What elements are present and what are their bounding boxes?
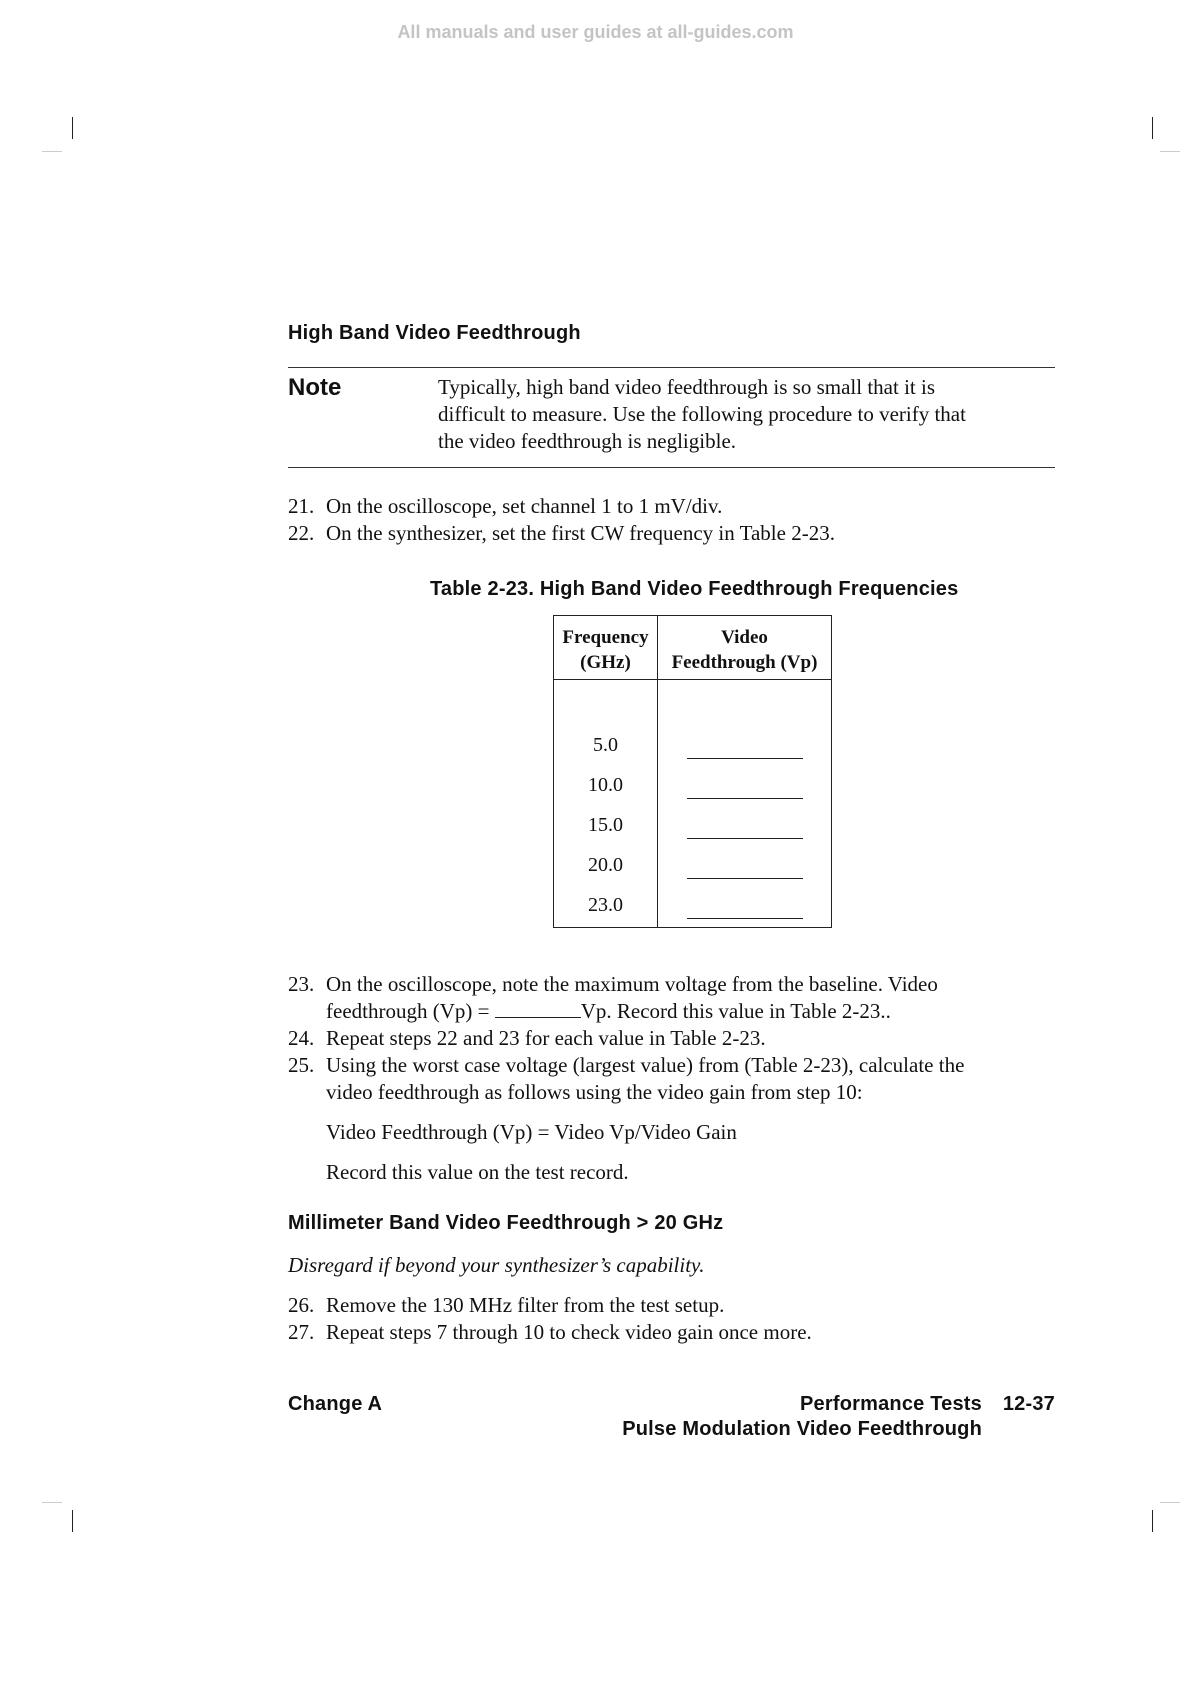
table-header-frequency [554, 616, 658, 680]
table-row-frequency: 15.0 [588, 814, 623, 836]
frequency-column [554, 680, 658, 928]
note-line: the video feedthrough is negligible. [438, 429, 737, 453]
record-instruction: Record this value on the test record. [326, 1160, 629, 1184]
table-row-frequency: 20.0 [588, 854, 623, 876]
footer-subtitle: Pulse Modulation Video Feedthrough [622, 1418, 982, 1440]
header-line: Feedthrough (Vp) [671, 652, 818, 673]
section-heading-millimeter-band: Millimeter Band Video Feedthrough > 20 GHz [288, 1212, 724, 1234]
step-23 [288, 971, 1058, 1025]
note-text [438, 374, 1058, 455]
step-text: Repeat steps 7 through 10 to check video gain once more. [326, 1320, 812, 1344]
table-row-frequency: 5.0 [593, 734, 618, 756]
feedthrough-entry-blank[interactable] [687, 894, 803, 919]
table-header-video-feedthrough [658, 616, 832, 680]
step-number: 21. [288, 494, 315, 518]
feedthrough-column [658, 680, 832, 928]
crop-mark-top-left [72, 117, 73, 139]
formula: Video Feedthrough (Vp) = Video Vp/Video Gain [326, 1120, 737, 1144]
header-line: (GHz) [580, 652, 631, 673]
table-row-frequency: 10.0 [588, 774, 623, 796]
step-text: On the oscilloscope, set channel 1 to 1 mV/div. [326, 494, 723, 518]
crop-mark-top-right [1152, 117, 1153, 139]
crop-mark-top-left-h [42, 151, 62, 152]
note-line: difficult to measure. Use the following procedure to verify that [438, 402, 966, 426]
note-label: Note [288, 374, 342, 401]
watermark: All manuals and user guides at all-guides.com [397, 22, 794, 42]
feedthrough-entry-blank[interactable] [687, 774, 803, 799]
step-line: Using the worst case voltage (largest value) from (Table 2-23), calculate the [326, 1053, 965, 1077]
crop-mark-bottom-left [72, 1510, 73, 1532]
step-number: 24. [288, 1026, 315, 1050]
table-caption: Table 2-23. High Band Video Feedthrough Frequencies [430, 578, 959, 600]
step-line: On the oscilloscope, note the maximum voltage from the baseline. Video [326, 972, 938, 996]
step-number: 22. [288, 521, 315, 545]
crop-mark-bottom-right-h [1160, 1502, 1180, 1503]
step-number: 25. [288, 1053, 315, 1077]
step-text: On the synthesizer, set the first CW frequency in Table 2-23. [326, 521, 835, 545]
step-text: Repeat steps 22 and 23 for each value in Table 2-23. [326, 1026, 766, 1050]
feedthrough-entry-blank[interactable] [687, 734, 803, 759]
step-text [326, 1052, 1058, 1106]
step-text: Remove the 130 MHz filter from the test setup. [326, 1293, 725, 1317]
vp-entry-blank[interactable] [495, 999, 581, 1018]
footer-chapter: Performance Tests [800, 1393, 982, 1415]
note-line: Typically, high band video feedthrough is so small that it is [438, 375, 936, 399]
frequency-table [553, 615, 832, 928]
step-25 [288, 1052, 1058, 1106]
footer-page-number: 12-37 [1002, 1393, 1055, 1415]
crop-mark-top-right-h [1160, 151, 1180, 152]
table-row-frequency: 23.0 [588, 894, 623, 916]
step-line: Vp. Record this value in Table 2-23.. [580, 999, 891, 1023]
footer-change: Change A [288, 1393, 383, 1415]
disregard-note: Disregard if beyond your synthesizer’s capability. [288, 1253, 705, 1277]
note-rule-top [288, 367, 1055, 368]
step-text [326, 971, 1058, 1025]
step-number: 23. [288, 972, 315, 996]
step-line: feedthrough (Vp) = [326, 999, 495, 1023]
header-line: Frequency [562, 627, 649, 648]
header-line: Video [721, 627, 768, 648]
feedthrough-entry-blank[interactable] [687, 854, 803, 879]
feedthrough-entry-blank[interactable] [687, 814, 803, 839]
crop-mark-bottom-left-h [42, 1502, 62, 1503]
note-rule-bottom [288, 467, 1055, 468]
step-line: video feedthrough as follows using the video gain from step 10: [326, 1080, 863, 1104]
crop-mark-bottom-right [1152, 1510, 1153, 1532]
step-number: 26. [288, 1293, 315, 1317]
step-number: 27. [288, 1320, 315, 1344]
section-heading-high-band: High Band Video Feedthrough [288, 322, 581, 344]
